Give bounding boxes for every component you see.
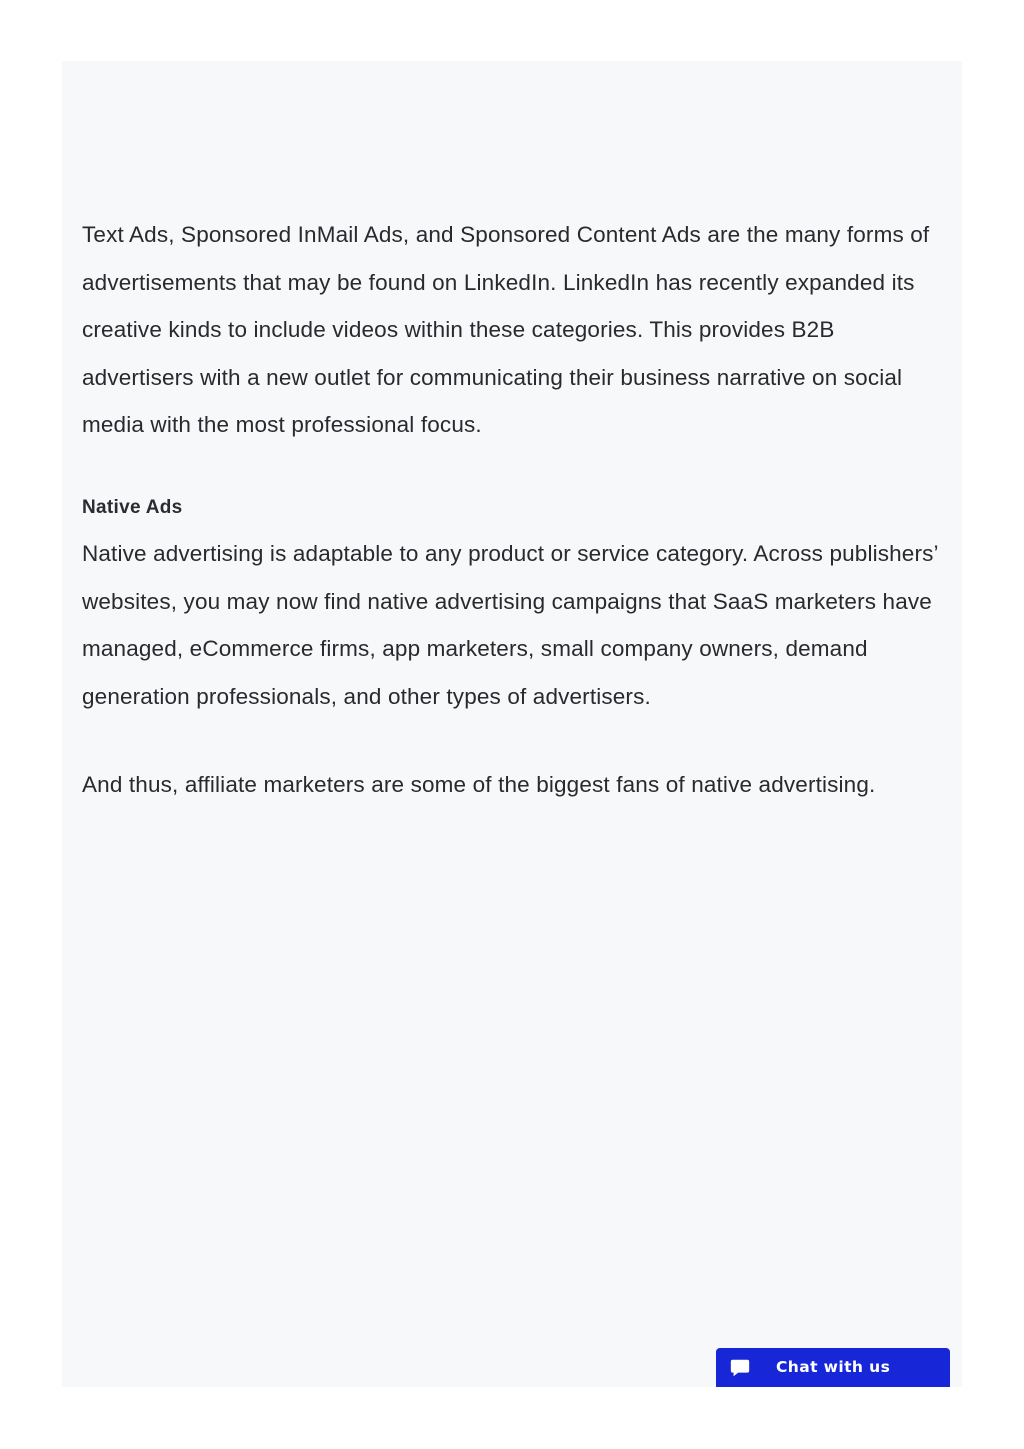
- section-heading-native-ads: Native Ads: [82, 496, 183, 518]
- closing-paragraph: And thus, affiliate marketers are some of the biggest fans of native advertising.: [82, 772, 876, 798]
- article-content: [82, 211, 942, 809]
- chat-with-us-button[interactable]: [716, 1348, 950, 1387]
- intro-paragraph: Text Ads, Sponsored InMail Ads, and Sponsored Content Ads are the many forms of advertisements that may be found on LinkedIn. LinkedIn has recently expanded its creative kinds to include videos within these categories. This provides B2B advertisers with a new outlet for communicating their business narrative on social media with the most professional focus.: [82, 222, 930, 438]
- article-panel: [62, 61, 962, 1387]
- native-ads-paragraph: Native advertising is adaptable to any product or service category. Across publishers’ websites, you may now find native advertising campaigns that SaaS marketers have managed, eCommerce firms, app marketers, small company owners, demand generation professionals, and other types of advertisers.: [82, 540, 938, 709]
- chat-button-label: Chat with us: [776, 1357, 891, 1376]
- chat-bubble-icon: [729, 1357, 751, 1379]
